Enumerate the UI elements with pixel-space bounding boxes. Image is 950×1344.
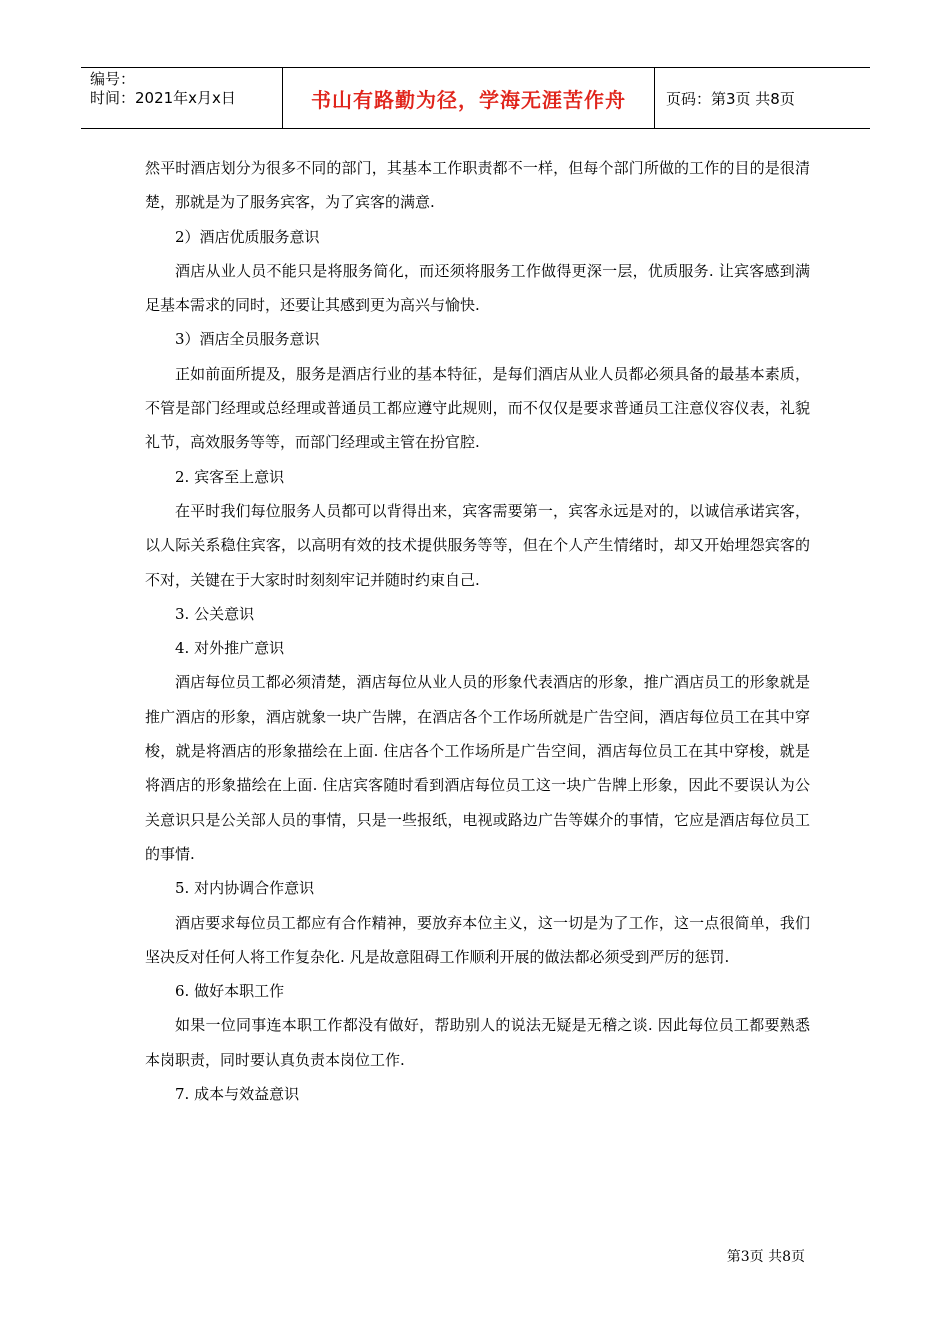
paragraph: 5. 对内协调合作意识 <box>175 879 315 898</box>
paragraph: 3）酒店全员服务意识 <box>175 330 320 349</box>
paragraph: 6. 做好本职工作 <box>175 982 285 1001</box>
paragraph: 酒店每位员工都必须清楚，酒店每位从业人员的形象代表酒店的形象，推广酒店员工的形象就是推广酒店的形象，酒店就象一块广告牌，在酒店各个工作场所就是广告空间，酒店每位员工在其中穿梭，就是将酒店的形象描绘在上面. 住店各个工作场所是广告空间，酒店每位员工在其中穿梭，就是将酒店的形象描绘在上面. 住店宾客随时看到酒店每位员工这一块广告牌上形象，因此不要误认为公关意识只是公关部人员的事情，只是一些报纸，电视或路边广告等媒介的事情，它应是酒店每位员工的事情. <box>145 673 810 863</box>
paragraph: 然平时酒店划分为很多不同的部门，其基本工作职责都不一样，但每个部门所做的工作的目的是很清楚，那就是为了服务宾客，为了宾客的满意. <box>145 159 810 212</box>
paragraph: 酒店要求每位员工都应有合作精神，要放弃本位主义，这一切是为了工作，这一点很简单，我们坚决反对任何人将工作复杂化. 凡是故意阻碍工作顺利开展的做法都必须受到严厉的惩罚. <box>145 913 810 966</box>
paragraph: 4. 对外推广意识 <box>175 639 285 658</box>
paragraph: 2. 宾客至上意识 <box>175 467 285 486</box>
paragraph: 在平时我们每位服务人员都可以背得出来，宾客需要第一，宾客永远是对的，以诚信承诺宾客，以人际关系稳住宾客，以高明有效的技术提供服务等等，但在个人产生情绪时，却又开始埋怨宾客的不对，关键在于大家时时刻刻牢记并随时约束自己. <box>145 501 810 589</box>
header-time: 时间：2021年x月x日 <box>90 89 236 107</box>
paragraph: 2）酒店优质服务意识 <box>175 227 320 246</box>
page-header <box>81 67 870 129</box>
paragraph: 如果一位同事连本职工作都没有做好，帮助别人的说法无疑是无稽之谈. 因此每位员工都要熟悉本岗职责，同时要认真负责本岗位工作. <box>145 1016 810 1069</box>
paragraph: 7. 成本与效益意识 <box>175 1085 300 1104</box>
header-page-code: 页码：第3页 共8页 <box>666 89 795 108</box>
header-number: 编号： <box>90 70 136 88</box>
paragraph: 3. 公关意识 <box>175 604 255 623</box>
header-page-code-cell <box>655 68 870 128</box>
document-body <box>145 151 810 1111</box>
page-footer: 第3页 共8页 <box>726 1249 805 1265</box>
header-motto: 书山有路勤为径，学海无涯苦作舟 <box>311 87 626 112</box>
paragraph: 酒店从业人员不能只是将服务简化，而还须将服务工作做得更深一层，优质服务. 让宾客感到满足基本需求的同时，还要让其感到更为高兴与愉快. <box>145 261 810 315</box>
paragraph: 正如前面所提及，服务是酒店行业的基本特征，是每们酒店从业人员都必须具备的最基本素质，不管是部门经理或总经理或普通员工都应遵守此规则，而不仅仅是要求普通员工注意仪容仪表，礼貌礼节，高效服务等等，而部门经理或主管在扮官腔. <box>145 364 810 452</box>
header-meta <box>81 68 282 128</box>
header-motto-cell <box>282 68 655 128</box>
